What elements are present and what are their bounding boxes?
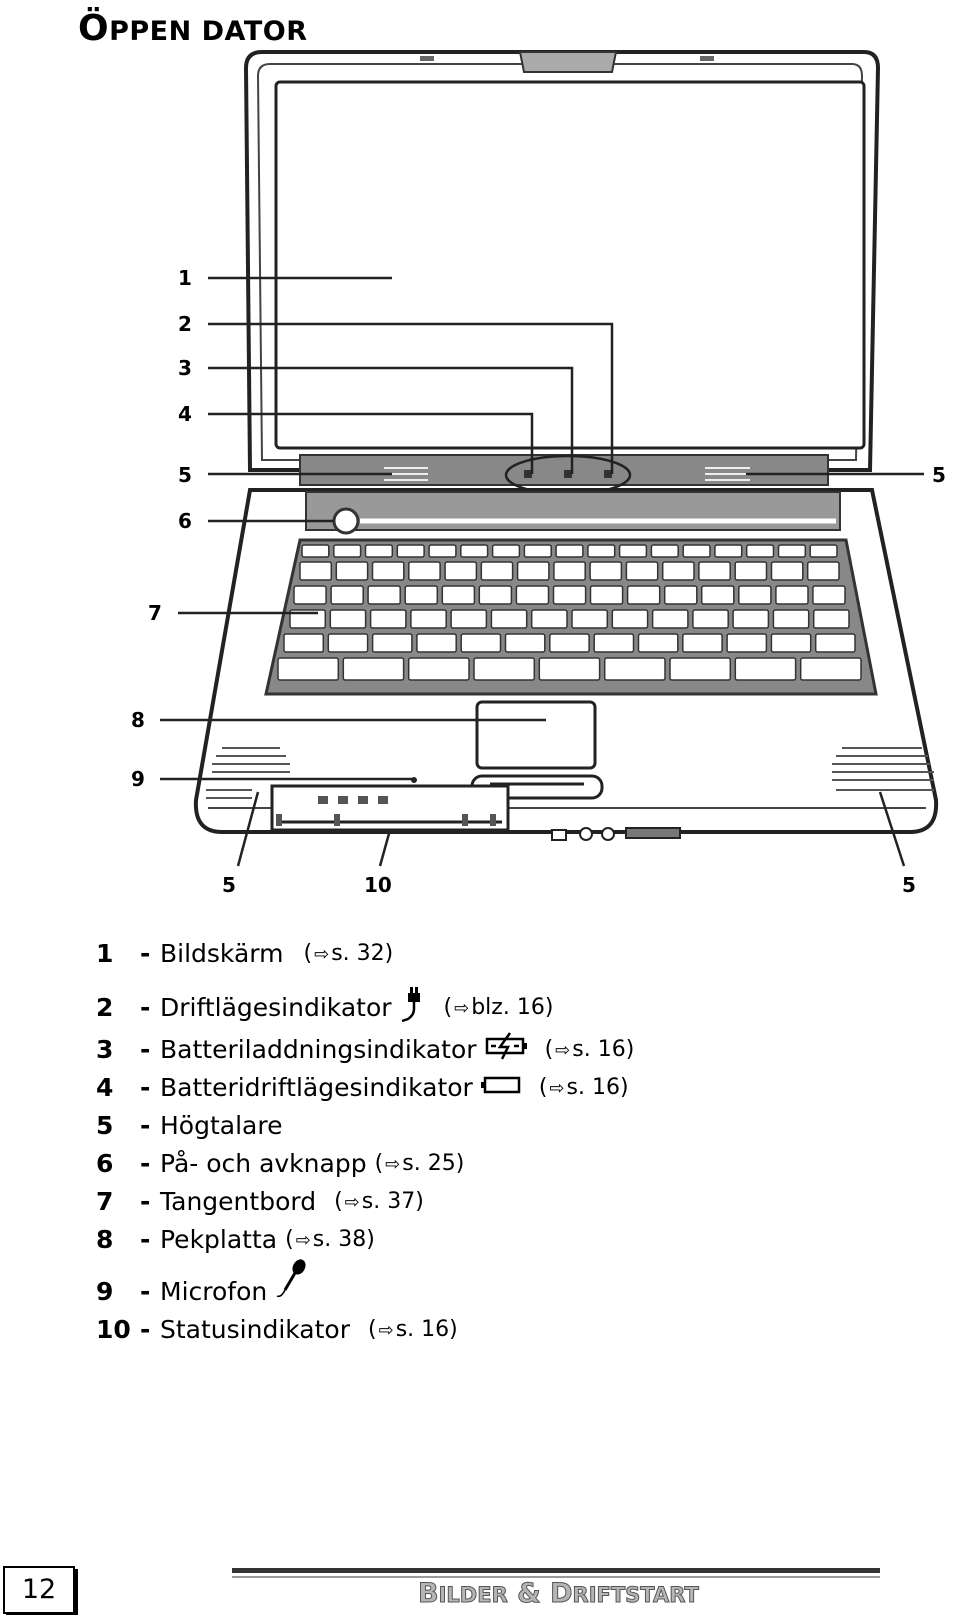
keyboard-key <box>626 562 657 580</box>
keyboard-key <box>590 562 621 580</box>
arrow-right-icon: ⇨ <box>378 1319 394 1341</box>
legend-number: 4 <box>96 1072 114 1102</box>
legend-number: 8 <box>96 1224 114 1254</box>
callout-9: 9 <box>131 767 145 791</box>
callout-6: 6 <box>178 509 192 533</box>
callout-7: 7 <box>148 601 162 625</box>
legend-number: 1 <box>96 938 114 968</box>
power-plug-icon <box>400 985 422 1029</box>
keyboard-key <box>409 562 440 580</box>
keyboard-key <box>300 562 331 580</box>
microphone-icon <box>275 1258 307 1306</box>
legend-dash: - <box>140 992 151 1022</box>
keyboard-key <box>474 658 534 680</box>
legend-label: Pekplatta <box>160 1224 278 1254</box>
keyboard-key <box>302 545 329 557</box>
footer-rule <box>232 1568 880 1573</box>
legend-ref: ( ⇨s. 16) <box>538 1074 629 1100</box>
keyboard-key <box>663 562 694 580</box>
legend-item-3 <box>96 1031 634 1067</box>
legend-item-5 <box>96 1107 282 1143</box>
legend-item-4 <box>96 1069 629 1105</box>
legend-dash: - <box>140 1186 151 1216</box>
keyboard-key <box>373 562 404 580</box>
page-number: 12 <box>3 1566 75 1614</box>
callout-3: 3 <box>178 356 192 380</box>
legend-item-1 <box>96 935 393 971</box>
keyboard-key <box>451 610 486 628</box>
legend-item-9 <box>96 1273 315 1309</box>
legend-number: 5 <box>96 1110 114 1140</box>
keyboard-key <box>554 586 586 604</box>
arrow-right-icon: ⇨ <box>344 1191 360 1213</box>
keyboard-key <box>816 634 855 652</box>
keyboard-key <box>397 545 424 557</box>
keyboard-key <box>772 562 803 580</box>
arrow-right-icon: ⇨ <box>454 997 470 1019</box>
callout-1: 1 <box>178 266 192 290</box>
keyboard-key <box>628 586 660 604</box>
legend-label: Bildskärm <box>160 938 284 968</box>
keyboard-key <box>405 586 437 604</box>
keyboard-key <box>808 562 839 580</box>
keyboard-key <box>493 545 520 557</box>
legend-dash: - <box>140 938 151 968</box>
keyboard-key <box>779 545 806 557</box>
keyboard-key <box>735 658 795 680</box>
legend-ref: ( ⇨s. 16) <box>368 1316 458 1342</box>
keyboard-key <box>539 658 599 680</box>
keyboard-key <box>620 545 647 557</box>
keyboard-key <box>693 610 728 628</box>
keyboard-key <box>373 634 412 652</box>
keyboard-key <box>733 610 768 628</box>
keyboard-key <box>776 586 808 604</box>
keyboard-key <box>556 545 583 557</box>
section-title: BILDER & DRIFTSTART <box>418 1578 699 1609</box>
legend-label: Tangentbord <box>160 1186 317 1216</box>
legend-dash: - <box>140 1148 151 1178</box>
keyboard-key <box>409 658 469 680</box>
battery-charging-icon <box>485 1031 529 1067</box>
keyboard-key <box>479 586 511 604</box>
keyboard-key <box>591 586 623 604</box>
arrow-right-icon: ⇨ <box>314 943 330 965</box>
keyboard-key <box>284 634 323 652</box>
keyboard-key <box>516 586 548 604</box>
callout-5-bottom-right: 5 <box>902 873 916 897</box>
arrow-right-icon: ⇨ <box>385 1153 401 1175</box>
keyboard-key <box>524 545 551 557</box>
legend-item-2 <box>96 989 553 1025</box>
legend-ref: ( ⇨s. 38) <box>285 1226 375 1252</box>
legend-label: Batteridriftlägesindikator <box>160 1072 473 1102</box>
keyboard-key <box>801 658 861 680</box>
keyboard-key <box>343 658 403 680</box>
callout-10: 10 <box>364 873 392 897</box>
legend-item-8 <box>96 1221 375 1257</box>
keyboard-key <box>594 634 633 652</box>
keyboard-key <box>747 545 774 557</box>
battery-icon <box>481 1073 523 1102</box>
legend-ref: ( ⇨blz. 16) <box>443 994 554 1020</box>
legend-dash: - <box>140 1072 151 1102</box>
keyboard-key <box>330 610 365 628</box>
keyboard-key <box>278 658 338 680</box>
keyboard-key <box>814 610 849 628</box>
keyboard-key <box>639 634 678 652</box>
keyboard-key <box>715 545 742 557</box>
legend-item-7 <box>96 1183 424 1219</box>
keyboard-key <box>336 562 367 580</box>
keyboard-key <box>481 562 512 580</box>
keyboard-key <box>699 562 730 580</box>
legend-ref: ( ⇨s. 16) <box>544 1036 635 1062</box>
keyboard-key <box>810 545 837 557</box>
keyboard-key <box>294 586 326 604</box>
arrow-right-icon: ⇨ <box>295 1229 311 1251</box>
legend-item-10 <box>96 1311 458 1347</box>
callout-2: 2 <box>178 312 192 336</box>
legend-ref: ( ⇨s. 32) <box>303 940 394 966</box>
keyboard-key <box>368 586 400 604</box>
keyboard-key <box>331 586 363 604</box>
keyboard-key <box>572 610 607 628</box>
keyboard-key <box>371 610 406 628</box>
display-screen <box>276 82 864 448</box>
keyboard-key <box>461 545 488 557</box>
legend-number: 2 <box>96 992 114 1022</box>
keyboard-key <box>532 610 567 628</box>
legend-number: 7 <box>96 1186 114 1216</box>
legend-ref: ( ⇨s. 25) <box>374 1150 465 1176</box>
legend-label: Högtalare <box>160 1110 283 1140</box>
keyboard-key <box>506 634 545 652</box>
keyboard-key <box>461 634 500 652</box>
legend-label: Microfon <box>160 1276 268 1306</box>
keyboard-key <box>665 586 697 604</box>
keyboard-key <box>445 562 476 580</box>
touchpad <box>477 702 595 768</box>
legend-dash: - <box>140 1276 151 1306</box>
callout-4: 4 <box>178 402 192 426</box>
callout-5-bottom-left: 5 <box>222 873 236 897</box>
keyboard-key <box>411 610 446 628</box>
keyboard-key <box>588 545 615 557</box>
keyboard-key <box>612 610 647 628</box>
keyboard-key <box>683 634 722 652</box>
legend-dash: - <box>140 1224 151 1254</box>
callout-8: 8 <box>131 708 145 732</box>
legend-dash: - <box>140 1110 151 1140</box>
arrow-right-icon: ⇨ <box>555 1039 571 1061</box>
legend-number: 9 <box>96 1276 114 1306</box>
arrow-right-icon: ⇨ <box>549 1077 565 1099</box>
legend-number: 6 <box>96 1148 114 1178</box>
legend-dash: - <box>140 1314 151 1344</box>
keyboard-key <box>813 586 845 604</box>
keyboard-key <box>670 658 730 680</box>
keyboard-key <box>429 545 456 557</box>
keyboard-key <box>366 545 393 557</box>
power-button <box>334 509 358 533</box>
keyboard-key <box>442 586 474 604</box>
keyboard-key <box>417 634 456 652</box>
legend-label: På- och avknapp <box>160 1148 367 1178</box>
keyboard-key <box>554 562 585 580</box>
keyboard-key <box>683 545 710 557</box>
keyboard-key <box>702 586 734 604</box>
keyboard-key <box>727 634 766 652</box>
legend-item-6 <box>96 1145 464 1181</box>
keyboard-key <box>518 562 549 580</box>
legend-label: Statusindikator <box>160 1314 351 1344</box>
keyboard-key <box>653 610 688 628</box>
legend-number: 3 <box>96 1034 114 1064</box>
legend-label: Batteriladdningsindikator <box>160 1034 477 1064</box>
keyboard-key <box>550 634 589 652</box>
callout-5-left: 5 <box>178 463 192 487</box>
page-title: ÖPPEN DATOR <box>78 8 308 49</box>
legend-dash: - <box>140 1034 151 1064</box>
keyboard-key <box>605 658 665 680</box>
keyboard-key <box>773 610 808 628</box>
keyboard-key <box>491 610 526 628</box>
keyboard-key <box>328 634 367 652</box>
keyboard-key <box>735 562 766 580</box>
keyboard-key <box>771 634 810 652</box>
keyboard-key <box>739 586 771 604</box>
callout-5-right: 5 <box>932 463 946 487</box>
legend-label: Driftlägesindikator <box>160 992 392 1022</box>
legend-ref: ( ⇨s. 37) <box>334 1188 424 1214</box>
keyboard-key <box>334 545 361 557</box>
keyboard-key <box>651 545 678 557</box>
legend-number: 10 <box>96 1314 131 1344</box>
